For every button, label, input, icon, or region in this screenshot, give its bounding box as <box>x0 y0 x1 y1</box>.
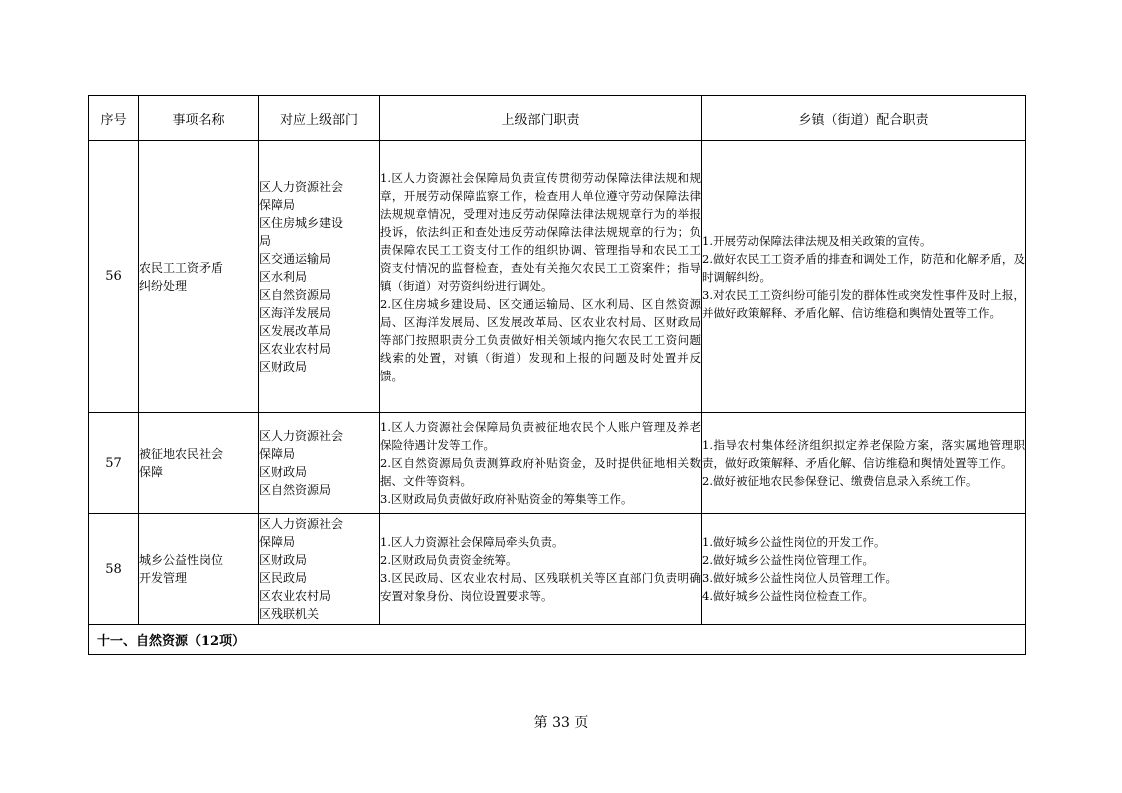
table-header-row <box>89 96 1026 141</box>
row-name: 城乡公益性岗位 开发管理 <box>139 514 259 625</box>
row-town: 1.做好城乡公益性岗位的开发工作。 2.做好城乡公益性岗位管理工作。 3.做好城乡公益性岗位人员管理工作。 4.做好城乡公益性岗位检查工作。 <box>702 514 1026 625</box>
table-row <box>89 141 1026 413</box>
row-depts: 区人力资源社会 保障局 区住房城乡建设 局 区交通运输局 区水利局 区自然资源局 区海洋发展局 区发展改革局 区农业农村局 区财政局 <box>259 141 380 413</box>
row-num: 57 <box>89 413 139 514</box>
row-town: 1.指导农村集体经济组织拟定养老保险方案，落实属地管理职责，做好政策解释、矛盾化解、信访维稳和舆情处置等工作。 2.做好被征地农民参保登记、缴费信息录入系统工作。 <box>702 413 1026 514</box>
page-number: 第 33 页 <box>533 715 589 731</box>
row-num: 56 <box>89 141 139 413</box>
header-num: 序号 <box>89 96 139 141</box>
header-resp: 上级部门职责 <box>380 96 702 141</box>
row-town: 1.开展劳动保障法律法规及相关政策的宣传。 2.做好农民工工资矛盾的排查和调处工作，防范和化解矛盾，及时调解纠纷。 3.对农民工工资纠纷可能引发的群体性或突发性事件及时上报，并做好政策解释、矛盾化解、信访维稳和舆情处置等工作。 <box>702 141 1026 413</box>
row-num: 58 <box>89 514 139 625</box>
header-name: 事项名称 <box>139 96 259 141</box>
row-name: 被征地农民社会 保障 <box>139 413 259 514</box>
row-resp: 1.区人力资源社会保障局负责宣传贯彻劳动保障法律法规和规章，开展劳动保障监察工作，检查用人单位遵守劳动保障法律法规规章情况，受理对违反劳动保障法律法规规章行为的举报投诉，依法纠正和查处违反劳动保障法律法规规章的行为；负责保障农民工工资支付工作的组织协调、管理指导和农民工工资支付情况的监督检查，查处有关拖欠农民工工资案件；指导镇（街道）对劳资纠纷进行调处。 2.区住房城乡建设局、区交通运输局、区水利局、区自然资源局、区海洋发展局、区发展改革局、区农业农村局、区财政局等部门按照职责分工负责做好相关领域内拖欠农民工工资问题线索的处置，对镇（街道）发现和上报的问题及时处置并反馈。 <box>380 141 702 413</box>
header-dept: 对应上级部门 <box>259 96 380 141</box>
header-town: 乡镇（街道）配合职责 <box>702 96 1026 141</box>
section-row <box>89 625 1026 655</box>
table-row <box>89 413 1026 514</box>
row-resp: 1.区人力资源社会保障局牵头负责。 2.区财政局负责资金统筹。 3.区民政局、区农业农村局、区残联机关等区直部门负责明确安置对象身份、岗位设置要求等。 <box>380 514 702 625</box>
section-title: 十一、自然资源（12项） <box>89 625 1026 655</box>
row-resp: 1.区人力资源社会保障局负责被征地农民个人账户管理及养老保险待遇计发等工作。 2.区自然资源局负责测算政府补贴资金，及时提供征地相关数据、文件等资料。 3.区财政局负责做好政府补贴资金的筹集等工作。 <box>380 413 702 514</box>
row-depts: 区人力资源社会 保障局 区财政局 区民政局 区农业农村局 区残联机关 <box>259 514 380 625</box>
table-row <box>89 514 1026 625</box>
row-name: 农民工工资矛盾 纠纷处理 <box>139 141 259 413</box>
row-depts: 区人力资源社会 保障局 区财政局 区自然资源局 <box>259 413 380 514</box>
duty-table <box>88 95 1026 655</box>
